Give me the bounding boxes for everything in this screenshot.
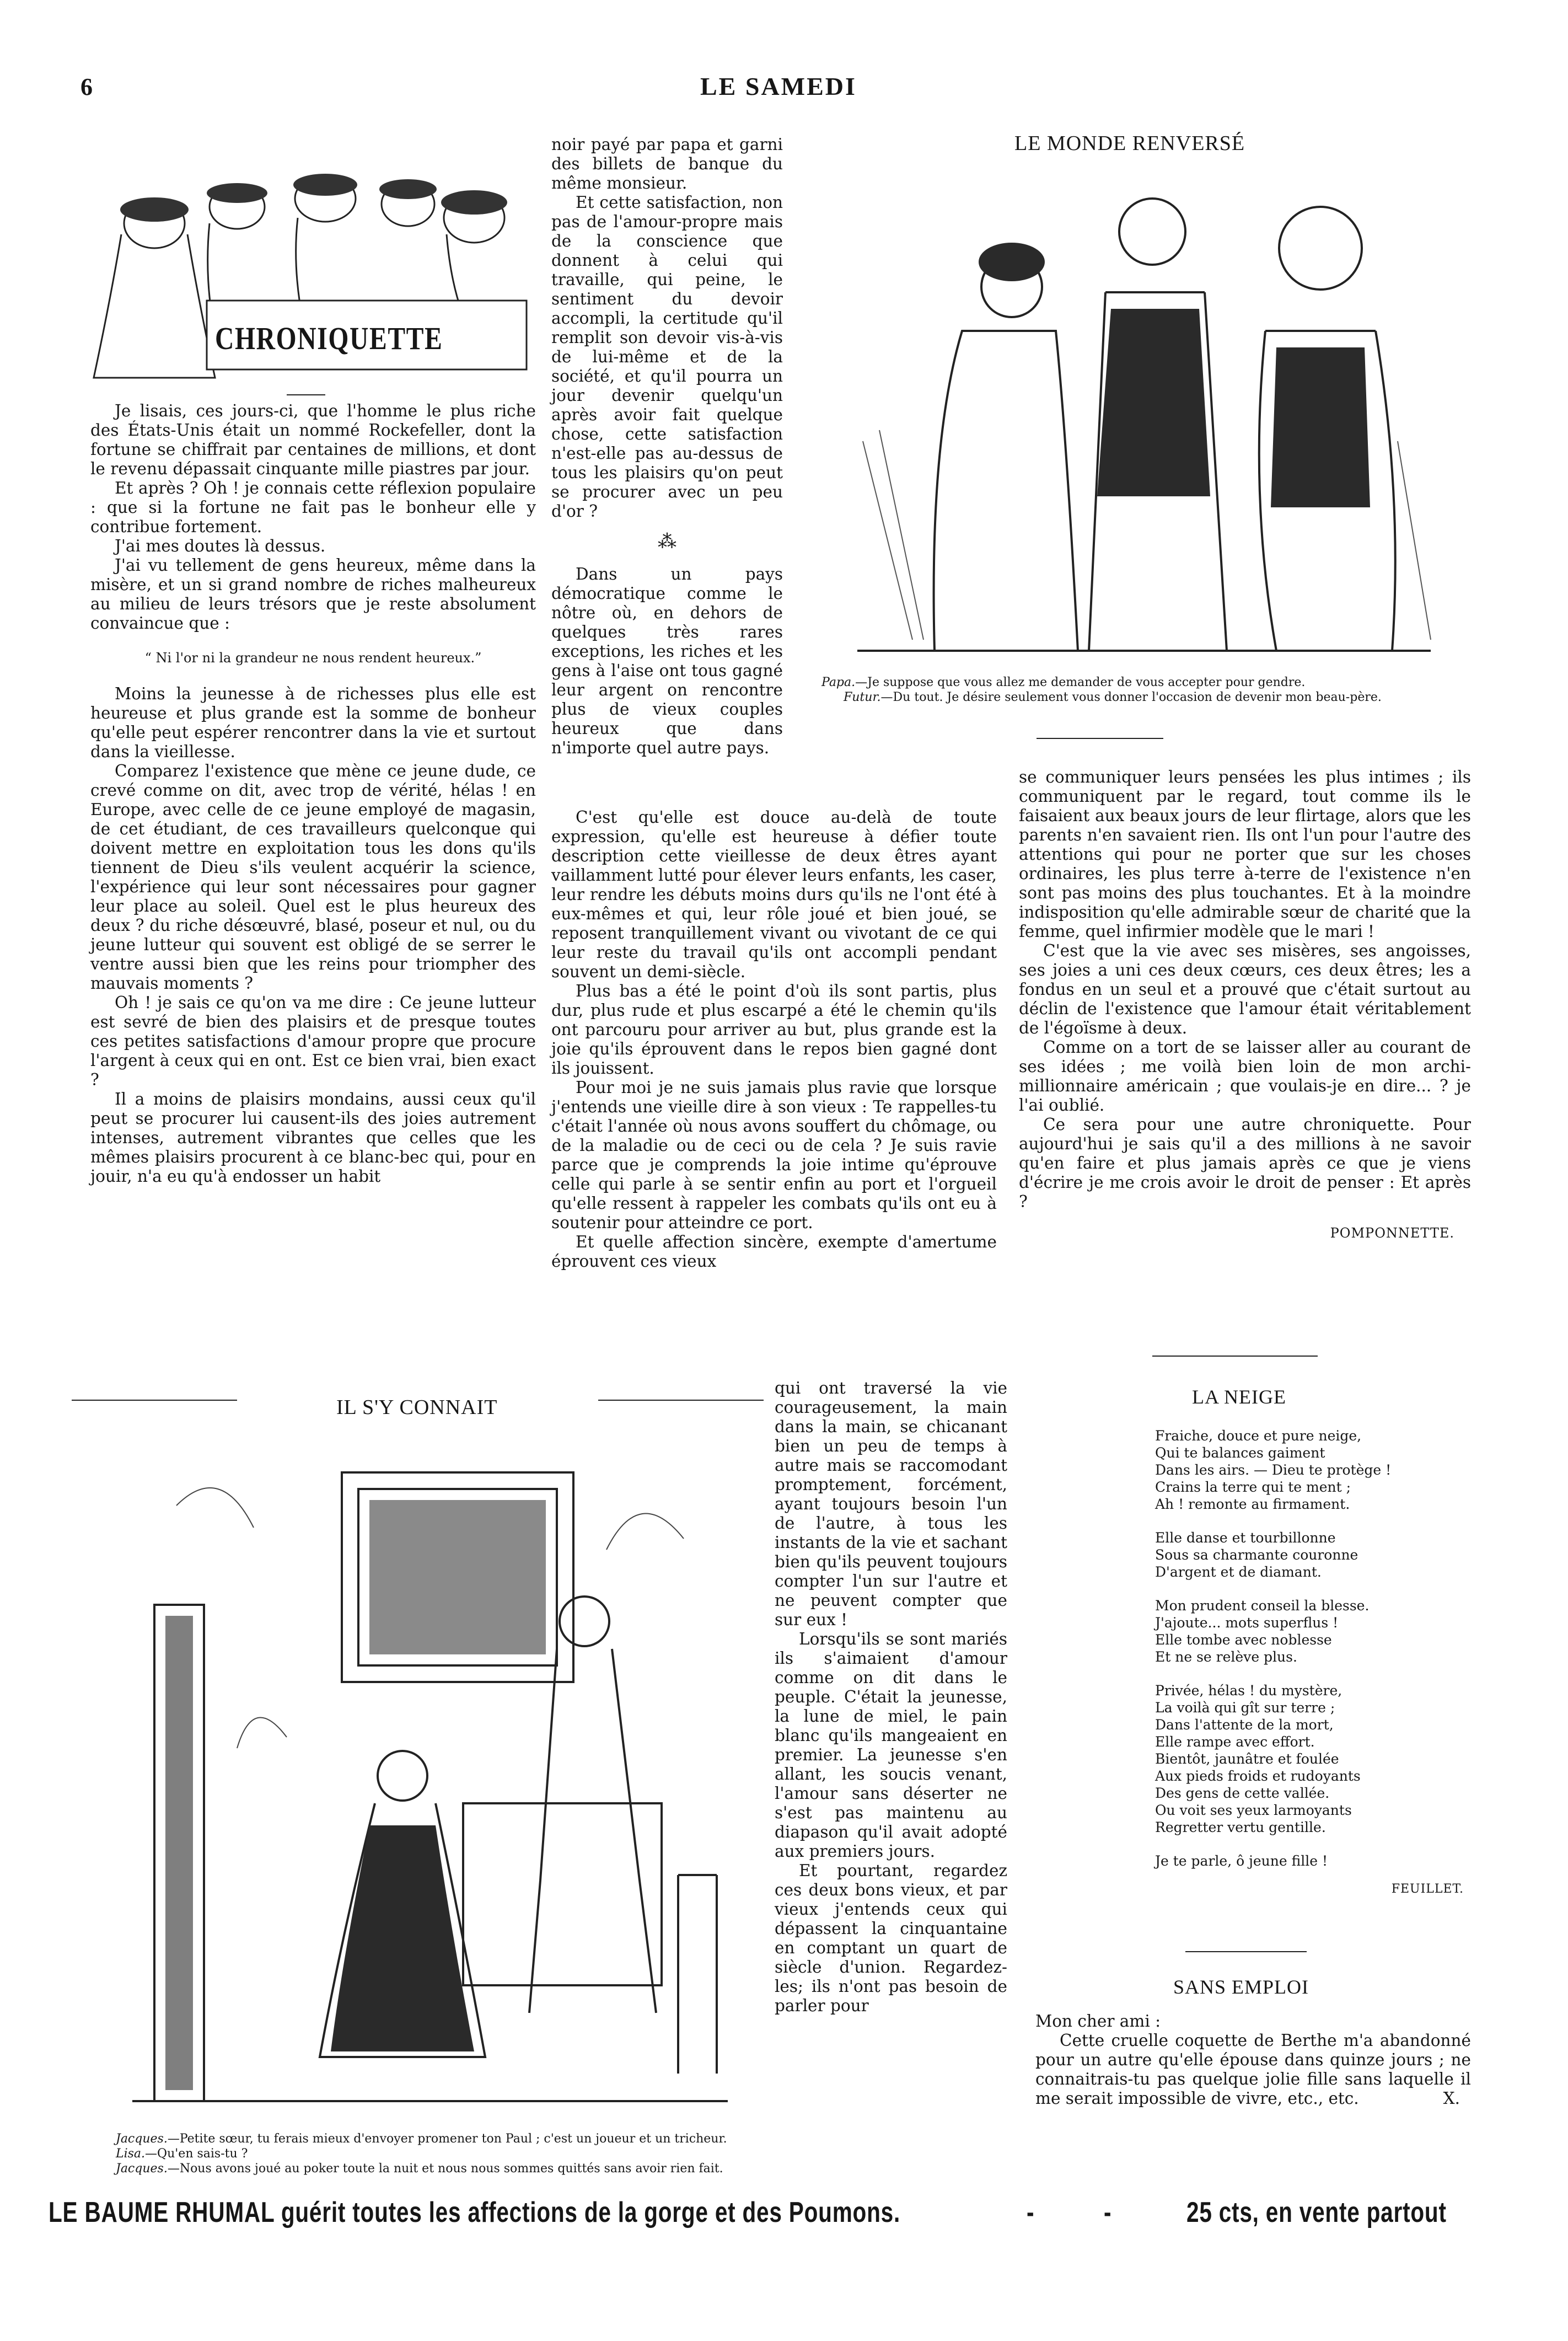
paragraph: Ce sera pour une autre chroniquette. Pour aujourd'hui je sais qu'il a des millions à ne savoir qu'en faire et plus jamais après ce que je viens d'écrire je me crois avoir le droit de penser : Et après ?: [1019, 1115, 1471, 1211]
chroniquette-column-2-top: [551, 135, 783, 758]
caption-text: —Du tout. Je désire seulement vous donner l'occasion de devenir mon beau-père.: [880, 690, 1382, 704]
il-sy-connait-illustration: [110, 1439, 750, 2118]
page-number: 6: [80, 73, 93, 100]
caption-text: —Qu'en sais-tu ?: [145, 2147, 248, 2161]
verse: Privée, hélas ! du mystère,: [1155, 1683, 1343, 1699]
paragraph: Je lisais, ces jours-ci, que l'homme le plus riche des États-Unis était un nommé Rockefeller, dont la fortune se chiffrait par centaines de millions, et dont le revenu dépassait cinquante mille piastres par jour.: [90, 401, 536, 478]
verse: Dans les airs. — Dieu te protège !: [1155, 1462, 1392, 1478]
verse: Et ne se relève plus.: [1155, 1649, 1297, 1665]
il-sy-connait-title: IL S'Y CONNAIT: [336, 1396, 498, 1419]
verse: Elle danse et tourbillonne: [1155, 1530, 1336, 1546]
signature: POMPONNETTE.: [1330, 1225, 1454, 1241]
speaker-label: Jacques.: [116, 2162, 168, 2176]
paragraph: Dans un pays démocratique comme le nôtre où, en dehors de quelques très rares exceptions, les riches et les gens à l'aise ont tous gagné leur argent on rencontre plus de vieux couples heureux que dans n'importe quel autre pays.: [551, 565, 783, 757]
verse: Elle rampe avec effort.: [1155, 1734, 1315, 1750]
caption-line: [94, 2131, 777, 2146]
verse: Dans l'attente de la mort,: [1155, 1717, 1334, 1733]
stanza: [1155, 1529, 1464, 1581]
salutation: Mon cher ami :: [1035, 2012, 1161, 2031]
paragraph: Plus bas a été le point d'où ils sont partis, plus dur, plus rude et plus escarpé a été le chemin qu'ils ont parcouru pour arriver au but, plus grande est la joie qu'ils éprouvent dans le repos bien gagné dont ils jouissent.: [551, 982, 997, 1078]
divider: [72, 1400, 237, 1401]
verse: Ah ! remonte au firmament.: [1155, 1496, 1350, 1512]
paragraph: C'est que la vie avec ses misères, ses angoisses, ses joies a uni ces deux cœurs, ces deux êtres; les a fondus en un seul et a prouvé que c'était surtout au déclin de l'existence que l'amour était véritablement de l'égoïsme à deux.: [1019, 941, 1471, 1037]
paragraph: noir payé par papa et garni des billets de banque du même monsieur.: [551, 135, 783, 192]
caption-text: —Petite sœur, tu ferais mieux d'envoyer promener ton Paul ; c'est un joueur et un tricheur.: [167, 2132, 727, 2146]
verse: Mon prudent conseil la blesse.: [1155, 1598, 1370, 1614]
paragraph: Cette cruelle coquette de Berthe m'a abandonné pour un autre qu'elle épouse dans quinze jours ; ne connaitrais-tu pas quelque jolie fille sans laquelle il me serait impossible de vivre, etc., etc.: [1035, 2031, 1471, 2108]
speaker-label: Lisa.: [116, 2147, 146, 2161]
paragraph: Comparez l'existence que mène ce jeune dude, ce crevé comme on dit, avec trop de vérité, hélas ! en Europe, avec celle de ce jeune employé de magasin, de cet étudiant, de ces travailleurs quelconque qui doivent mettre en exploitation tous les dons qu'ils tiennent de Dieu s'ils veulent acquérir la science, l'expérience qui leur sont nécessaires pour gagner leur place au soleil. Quel est le plus heureux des deux ? du riche désœuvré, blasé, poseur et nul, ou du jeune lutteur qui souvent est obligé de se serrer le ventre aussi bien que les reins pour triompher des mauvais moments ?: [90, 762, 536, 993]
paragraph: Et après ? Oh ! je connais cette réflexion populaire : que si la fortune ne fait pas le bonheur elle y contribue fortement.: [90, 479, 536, 536]
paragraph: se communiquer leurs pensées les plus intimes ; ils communiquent par le regard, tout comme ils le faisaient aux beaux jours de leur flirtage, alors que les parents n'en savaient rien. Ils ont l'un pour l'autre des attentions qui pour ne porter que sur les choses ordinaires, les plus terre à-terre de l'existence n'en sont pas moins des plus touchantes. Et à la moindre indisposition qu'elle admirable sœur de charité que la femme, quel infirmier modèle que le mari !: [1019, 768, 1471, 941]
paragraph: Lorsqu'ils se sont mariés ils s'aimaient d'amour comme on dit dans le peuple. C'était la jeunesse, la lune de miel, le pain blanc qu'ils mangeaient en premier. La jeunesse s'en allant, les soucis venant, l'amour sans déserter ne s'est pas maintenu au diapason qu'il avait adopté aux premiers jours.: [775, 1630, 1007, 1861]
advertisement-dash: -: [1104, 2197, 1112, 2228]
paragraph: C'est qu'elle est douce au-delà de toute expression, qu'elle est heureuse à défier toute description cette vieillesse de deux êtres ayant vaillamment lutté pour élever leurs enfants, les caser, leur rendre les débuts moins durs qu'ils ne l'ont été à eux-mêmes et qui, leur rôle joué et bien joué, se reposent tranquillement vivant ou vivotant de ce qui leur reste du travail qu'ils ont accompli pendant souvent un demi-siècle.: [551, 808, 997, 981]
advertisement-dash: -: [1027, 2197, 1035, 2228]
caption-text: —Je suppose que vous allez me demander de vous accepter pour gendre.: [855, 676, 1306, 689]
advertisement-left: LE BAUME RHUMAL guérit toutes les affections de la gorge et des Poumons.: [49, 2197, 901, 2228]
stanza: [1155, 1597, 1464, 1665]
stanza: [1155, 1852, 1464, 1869]
chroniquette-column-3: [1019, 768, 1471, 1243]
speaker-label: Papa.: [821, 676, 856, 689]
speaker-label: Jacques.: [116, 2132, 168, 2146]
verse: Qui te balances gaiment: [1155, 1445, 1325, 1461]
caption-text: —Nous avons joué au poker toute la nuit et nous nous sommes quittés sans avoir rien fait.: [167, 2162, 723, 2176]
caption-line: [94, 2146, 777, 2161]
divider: [1185, 1951, 1307, 1952]
paragraph: qui ont traversé la vie courageusement, la main dans la main, se chicanant bien un peu de temps à autre mais se raccomodant promptement, forcément, ayant toujours besoin l'un de l'autre, à tous les instants de la vie et sachant bien qu'ils peuvent toujours compter l'un sur l'autre et ne peuvent compter que sur eux !: [775, 1379, 1007, 1629]
paragraph: Et quelle affection sincère, exempte d'amertume éprouvent ces vieux: [551, 1233, 997, 1271]
monde-renverse-caption: [821, 675, 1439, 705]
caption-line: [821, 675, 1439, 690]
speaker-label: Futur.: [844, 690, 881, 704]
verse: La voilà qui gît sur terre ;: [1155, 1700, 1335, 1716]
verse: Des gens de cette vallée.: [1155, 1785, 1330, 1801]
paragraph: Pour moi je ne suis jamais plus ravie que lorsque j'entends une vieille dire à son vieux : Te rappelles-tu c'était l'année où nous avons souffert du chômage, ou de la maladie ou de ceci ou de cela ? Je suis ravie parce que je comprends la joie intime qu'éprouve celle qui parle à se sentir enfin au port et l'orgueil qu'elle ressent à rappeler les combats qu'ils ont eu à soutenir pour atteindre ce port.: [551, 1078, 997, 1232]
paragraph: Il a moins de plaisirs mondains, aussi ceux qu'il peut se procurer lui causent-ils des joies autrement intenses, autrement vibrantes que celles que les mêmes plaisirs procurent à ce blanc-bec qui, pour en jouir, n'a eu qu'à endosser un habit: [90, 1090, 536, 1186]
paragraph: J'ai vu tellement de gens heureux, même dans la misère, et un si grand nombre de riches malheureux au milieu de leurs trésors que je reste absolument convaincue que :: [90, 556, 536, 633]
monde-renverse-illustration: [846, 165, 1442, 662]
sans-emploi-title: SANS EMPLOI: [1173, 1976, 1309, 1998]
poem-author: FEUILLET.: [1391, 1882, 1464, 1896]
verse: Sous sa charmante couronne: [1155, 1547, 1358, 1563]
signature: X.: [1443, 2089, 1460, 2108]
chroniquette-column-2-bottom: [775, 1379, 1007, 2016]
paragraph: J'ai mes doutes là dessus.: [115, 537, 326, 555]
verse: Fraiche, douce et pure neige,: [1155, 1428, 1362, 1444]
caption-line: [821, 690, 1439, 705]
chroniquette-title: CHRONIQUETTE: [215, 320, 443, 356]
three-figures-drawing: [846, 165, 1442, 662]
divider: [598, 1400, 764, 1401]
divider: [1152, 1356, 1318, 1357]
asterism: ⁂: [658, 531, 676, 553]
divider: [1037, 738, 1163, 739]
monde-renverse-title: LE MONDE RENVERSÉ: [1014, 132, 1245, 155]
verse: Regretter vertu gentille.: [1155, 1819, 1326, 1835]
divider: [287, 394, 325, 395]
verse: J'ajoute... mots superflus !: [1155, 1615, 1339, 1631]
paragraph: Moins la jeunesse à de richesses plus elle est heureuse et plus grande est la somme de bonheur qu'elle peut espérer rencontrer dans la vie et surtout dans la vieillesse.: [90, 684, 536, 761]
verse: Aux pieds froids et rudoyants: [1155, 1768, 1361, 1784]
masthead-title: LE SAMEDI: [700, 72, 857, 100]
advertisement-right: 25 cts, en vente partout: [1186, 2197, 1447, 2228]
paragraph: Et pourtant, regardez ces deux bons vieux, et par vieux j'entends ceux qui dépassent la cinquantaine en comptant un quart de siècle d'union. Regardez-les; ils n'ont pas besoin de parler pour: [775, 1861, 1007, 2015]
chroniquette-header-illustration: [88, 157, 535, 381]
verse: Ou voit ses yeux larmoyants: [1155, 1802, 1352, 1818]
pull-quote: “ Ni l'or ni la grandeur ne nous rendent heureux.”: [144, 650, 482, 666]
la-neige-title: LA NEIGE: [1192, 1386, 1286, 1408]
verse: Elle tombe avec noblesse: [1155, 1632, 1332, 1648]
chroniquette-column-1: [90, 401, 536, 1186]
paragraph: Et cette satisfaction, non pas de l'amour-propre mais de la conscience que donnent à celui qui travaille, qui peine, le sentiment du devoir accompli, la certitude qu'il remplit son devoir vis-à-vis de lui-même et de la société, et qu'il pourra un jour devenir quelqu'un après avoir fait quelque chose, cette satisfaction n'est-elle pas au-dessus de tous les plaisirs qu'on peut se procurer avec un peu d'or ?: [551, 193, 783, 521]
paragraph: Oh ! je sais ce qu'on va me dire : Ce jeune lutteur est sevré de bien des plaisirs et de presque toutes ces petites satisfactions d'amour propre que procure l'argent à ceux qui en ont. Est ce bien vrai, bien exact ?: [90, 993, 536, 1089]
la-neige-poem: [1155, 1427, 1464, 1898]
paragraph: Comme on a tort de se laisser aller au courant de ses idées ; me voilà bien loin de mon archi-millionnaire américain ; que voulais-je en dire... ? je l'ai oublié.: [1019, 1038, 1471, 1115]
stanza: [1155, 1427, 1464, 1513]
verse: Crains la terre qui te ment ;: [1155, 1479, 1351, 1495]
verse: Bientôt, jaunâtre et foulée: [1155, 1751, 1339, 1767]
caption-line: [94, 2161, 777, 2176]
sans-emploi-body: [1035, 2012, 1471, 2108]
verse: Je te parle, ô jeune fille !: [1155, 1853, 1328, 1869]
salon-scene-drawing: [110, 1439, 750, 2118]
il-sy-connait-caption: [94, 2131, 777, 2176]
stanza: [1155, 1682, 1464, 1836]
verse: D'argent et de diamant.: [1155, 1564, 1322, 1580]
chroniquette-column-2: [551, 808, 997, 1271]
